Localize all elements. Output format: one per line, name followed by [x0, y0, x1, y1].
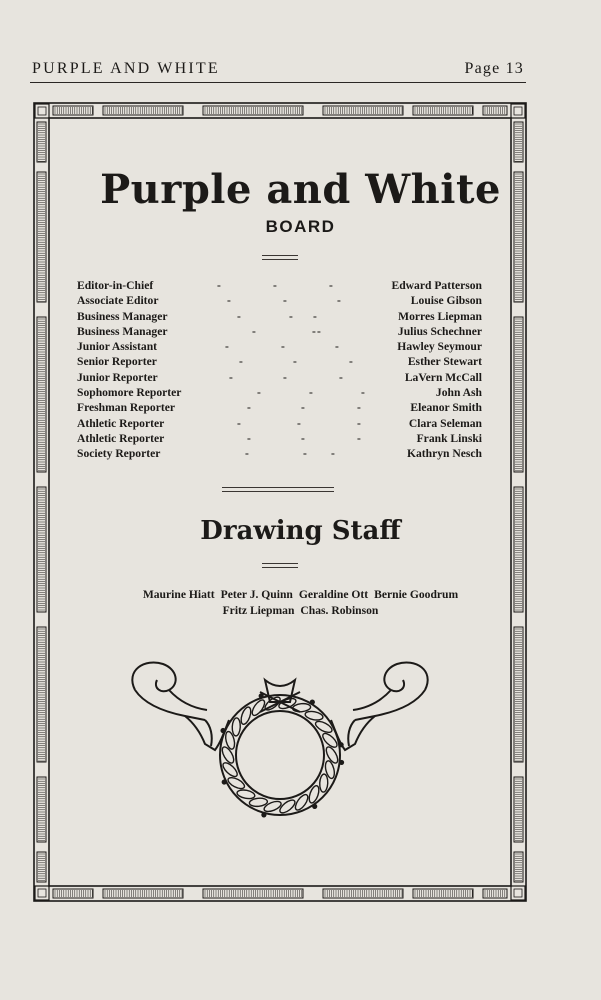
board-row [77, 431, 482, 446]
divider [262, 255, 298, 256]
drawing-staff-member: Chas. Robinson [300, 604, 379, 617]
divider [262, 563, 298, 564]
drawing-staff-member: Peter J. Quinn [220, 588, 293, 601]
leader-dash: - [301, 431, 305, 445]
leader-dash: - [361, 386, 365, 400]
board-role: Junior Assistant [77, 340, 158, 354]
leader-dash: - [245, 447, 249, 461]
board-name: LaVern McCall [404, 370, 482, 384]
board-name: Morres Liepman [398, 309, 482, 323]
leader-dash: - [237, 309, 241, 323]
running-header [30, 60, 526, 83]
leader-dash: - [225, 340, 229, 354]
leader-dash: - [357, 416, 361, 430]
board-row [77, 446, 482, 461]
board-name: Kathryn Nesch [406, 447, 482, 461]
board-role: Freshman Reporter [77, 401, 175, 415]
drawing-staff-member: Maurine Hiatt [142, 588, 215, 601]
board-role: Senior Reporter [77, 355, 157, 369]
divider [222, 487, 334, 488]
board-row [77, 309, 482, 324]
drawing-staff-title: Drawing Staff [200, 516, 401, 546]
wreath-with-scroll-ribbon-icon [125, 650, 435, 830]
board-row [77, 293, 482, 308]
page-subtitle: BOARD [265, 217, 336, 236]
board-role: Business Manager [77, 324, 168, 338]
board-row [77, 324, 482, 339]
leader-dash: - [281, 340, 285, 354]
leader-dash: - [237, 416, 241, 430]
board-name: Esther Stewart [407, 355, 482, 369]
leader-dash: - [289, 309, 293, 323]
board-name: Edward Patterson [391, 279, 482, 292]
board-row [77, 400, 482, 415]
board-name: Frank Linski [416, 431, 482, 445]
divider [262, 259, 298, 260]
board-name: Louise Gibson [410, 294, 482, 308]
board-name: Clara Seleman [408, 416, 482, 430]
leader-dash: - [335, 340, 339, 354]
board-role: Society Reporter [77, 447, 161, 461]
board-row [77, 385, 482, 400]
leader-dash: - [339, 370, 343, 384]
header-publication-name: PURPLE AND WHITE [32, 60, 220, 77]
leader-dash: - [273, 279, 277, 292]
divider [222, 491, 334, 492]
board-row [77, 370, 482, 385]
leader-dash: - [313, 309, 317, 323]
leader-dash: - [257, 386, 261, 400]
drawing-staff-member: Bernie Goodrum [374, 588, 459, 601]
leader-dash: - [357, 401, 361, 415]
drawing-staff-member: Geraldine Ott [298, 588, 369, 601]
leader-dash: - [303, 447, 307, 461]
leader-dash: - [349, 355, 353, 369]
leader-dash: - [227, 294, 231, 308]
board-row [77, 354, 482, 369]
leader-dash: - [312, 324, 316, 338]
board-name: Julius Schechner [397, 324, 482, 338]
board-row [77, 278, 482, 293]
board-role: Business Manager [77, 309, 168, 323]
board-name: Hawley Seymour [397, 340, 482, 354]
leader-dash: - [297, 416, 301, 430]
leader-dash: - [252, 324, 256, 338]
board-role: Associate Editor [77, 294, 159, 308]
leader-dash: - [217, 279, 221, 292]
board-role: Sophomore Reporter [77, 386, 182, 400]
leader-dash: - [293, 355, 297, 369]
drawing-staff-line-2 [60, 603, 541, 619]
leader-dash: - [331, 447, 335, 461]
leader-dash: - [239, 355, 243, 369]
board-name: Eleanor Smith [410, 401, 482, 415]
leader-dash: - [283, 294, 287, 308]
leader-dash: - [329, 279, 333, 292]
board-role: Athletic Reporter [77, 416, 165, 430]
board-list [77, 278, 482, 462]
board-role: Junior Reporter [77, 370, 158, 384]
drawing-staff-line-1 [60, 587, 541, 603]
divider [262, 567, 298, 568]
leader-dash: - [309, 386, 313, 400]
leader-dash: - [357, 431, 361, 445]
drawing-staff-member: Fritz Liepman [222, 604, 295, 617]
page-title: Purple and White [100, 166, 501, 213]
board-row [77, 416, 482, 431]
leader-dash: - [301, 401, 305, 415]
board-name: John Ash [435, 386, 482, 400]
board-row [77, 339, 482, 354]
board-role: Athletic Reporter [77, 431, 165, 445]
leader-dash: - [247, 401, 251, 415]
board-role: Editor-in-Chief [77, 279, 154, 292]
leader-dash: - [337, 294, 341, 308]
leader-dash: - [317, 324, 321, 338]
leader-dash: - [247, 431, 251, 445]
leader-dash: - [229, 370, 233, 384]
header-page-number: Page 13 [464, 60, 524, 77]
leader-dash: - [283, 370, 287, 384]
